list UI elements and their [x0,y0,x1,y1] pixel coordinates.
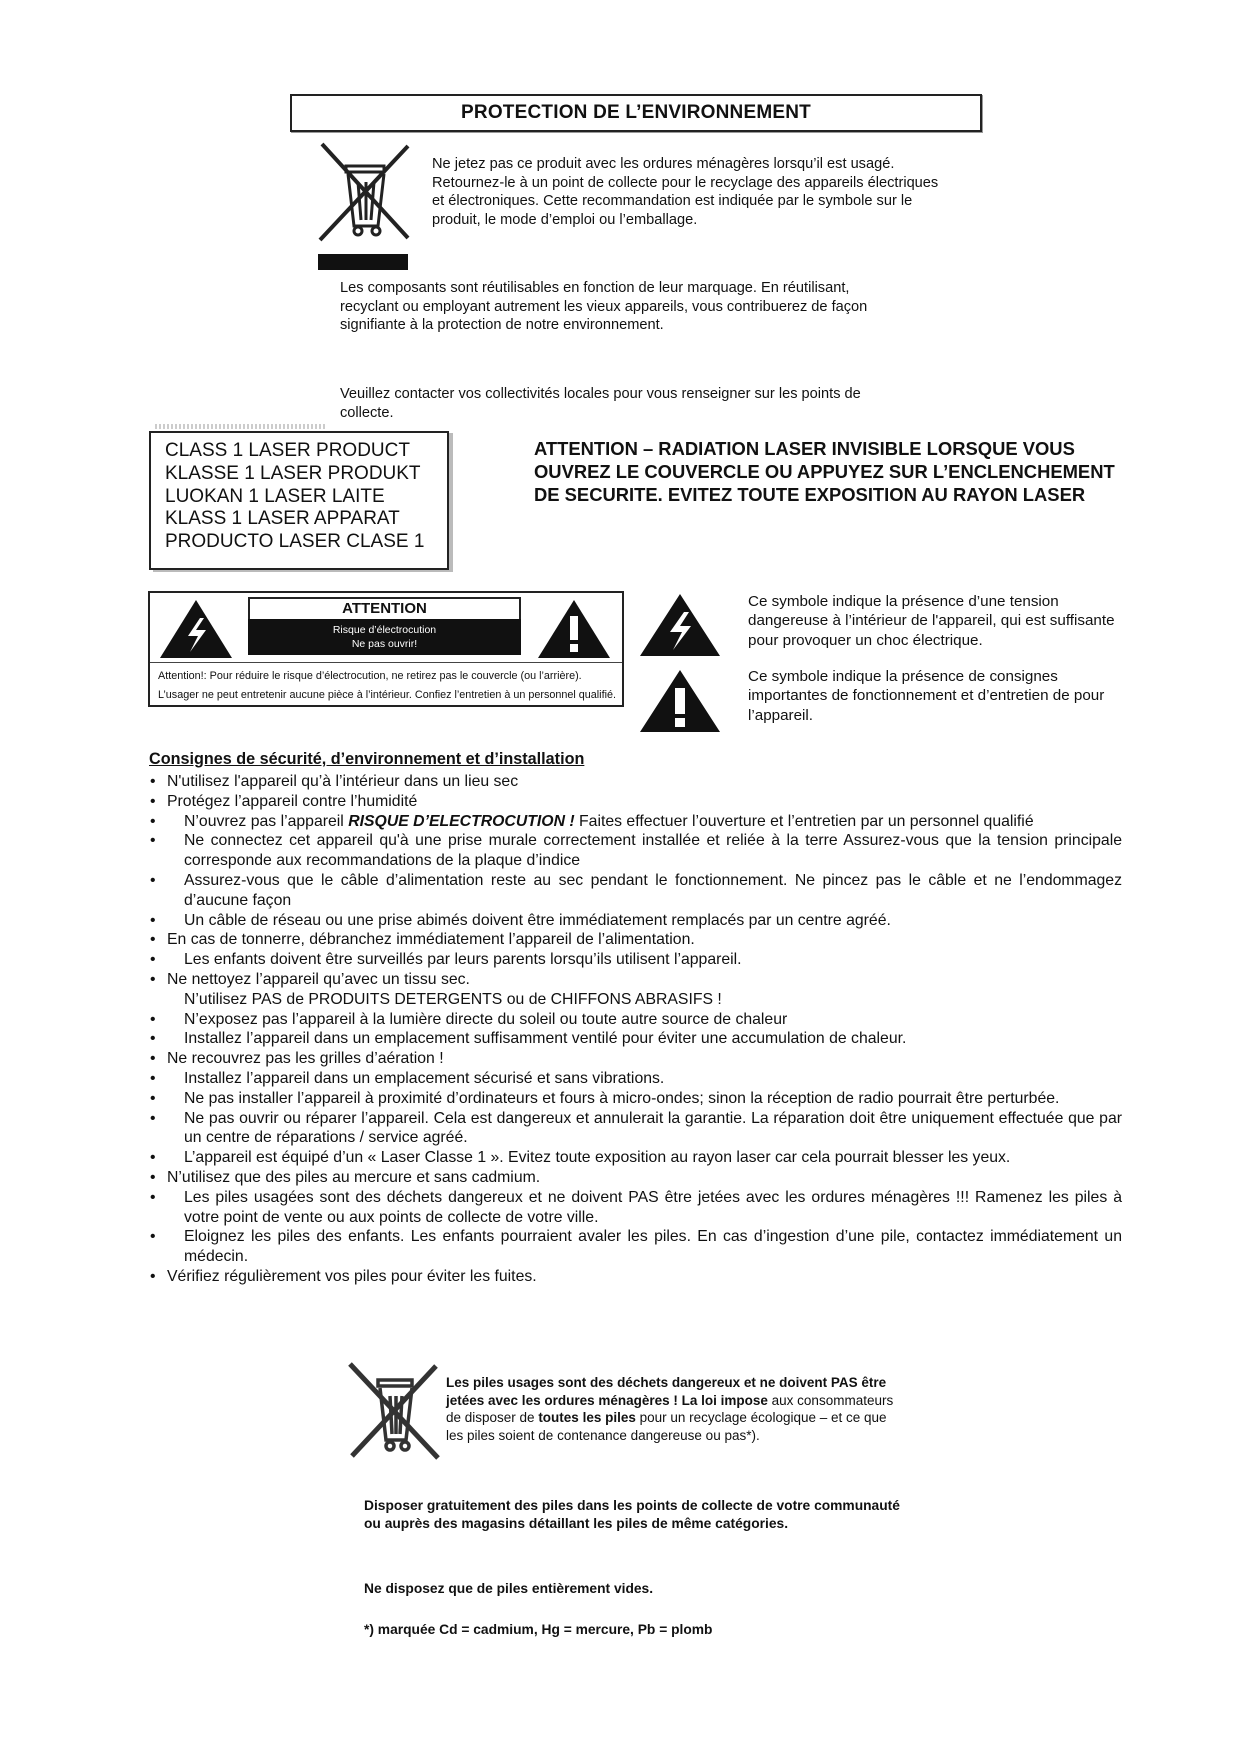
electrocution-risk-emphasis: RISQUE D’ELECTROCUTION ! [348,812,575,830]
list-item: • Ne recouvrez pas les grilles d’aération ! [149,1049,1122,1069]
laser-class-line: PRODUCTO LASER CLASE 1 [165,531,425,553]
exclamation-symbol-icon [640,670,720,732]
list-item: • N’utilisez que des piles au mercure et sans cadmium. [149,1168,1122,1188]
environment-paragraph-3: Veuillez contacter vos collectivités locales pour vous renseigner sur les points de collecte. [340,386,861,421]
list-item: N’utilisez PAS de PRODUITS DETERGENTS ou de CHIFFONS ABRASIFS ! [184,990,722,1008]
list-item: • En cas de tonnerre, débranchez immédiatement l’appareil de l’alimentation. [149,930,1122,950]
attention-label: ATTENTION [248,597,521,619]
list-item: • Ne pas ouvrir ou réparer l’appareil. Cela est dangereux et annulerait la garantie. La réparation doit être uniquement effectuée que par un centre de réparations / service agréé. [149,1109,1122,1149]
exclamation-symbol-description: Ce symbole indique la présence de consignes importantes de fonctionnement et d’entretien de pour l’appareil. [748,668,1105,724]
environment-title: PROTECTION DE L’ENVIRONNEMENT [461,102,811,123]
laser-label-strip [155,424,325,429]
battery-paragraph-3: Ne disposez que de piles entièrement vides. [364,1581,654,1596]
safety-list [149,772,1122,1287]
battery-weee-bin-icon [344,1362,444,1460]
list-item: • N’ouvrez pas l’appareil RISQUE D’ELECTROCUTION ! Faites effectuer l’ouverture et l’entretien par un personnel qualifié [149,812,1122,832]
electric-shock-symbol-icon [640,594,720,656]
laser-warning: ATTENTION – RADIATION LASER INVISIBLE LORSQUE VOUS OUVREZ LE COUVERCLE OU APPUYEZ SUR L’ENCLENCHEMENT DE SECURITE. EVITEZ TOUTE EXPOSITION AU RAYON LASER [534,438,1115,505]
environment-title-box [290,94,982,132]
list-item: • Un câble de réseau ou une prise abimés doivent être immédiatement remplacés par un centre agréé. [149,911,1122,931]
list-item: • Ne connectez cet appareil qu'à une prise murale correctement installée et reliée à la terre Assurez-vous que la tension principale corresponde aux recommandations de la plaque d’indice [149,831,1122,871]
battery-footnote: *) marquée Cd = cadmium, Hg = mercure, Pb = plomb [364,1622,713,1637]
exclamation-warning-icon [538,600,610,658]
electric-symbol-description: Ce symbole indique la présence d’une tension dangereuse à l’intérieur de l'appareil, qui est suffisante pour provoquer un choc électrique. [748,593,1115,649]
list-item: • Ne nettoyez l’appareil qu’avec un tissu sec. [149,970,1122,990]
battery-paragraph-1: Les piles usages sont des déchets dangereux et ne doivent PAS être jetées avec les ordures ménagères ! La loi impose aux consommateurs de disposer de toutes les piles pour un recyclage écologique – et ce que les piles soient de contenance dangereuse ou pas*). [446,1375,894,1443]
list-item: • L’appareil est équipé d’un « Laser Classe 1 ». Evitez toute exposition au rayon laser car cela pourrait blesser les yeux. [149,1148,1122,1168]
list-item: • Assurez-vous que le câble d’alimentation reste au sec pendant le fonctionnement. Ne pincez pas le câble et ne l’endommagez d’aucune façon [149,871,1122,911]
environment-paragraph-2: Les composants sont réutilisables en fonction de leur marquage. En réutilisant, recyclant ou employant autrement les vieux appareils, vous contribuerez de façon signifiante à la protection de notre environnement. [340,280,868,334]
laser-class-line: KLASSE 1 LASER PRODUKT [165,462,421,484]
list-item: • Protégez l’appareil contre l’humidité [149,792,1122,812]
attention-subtitle [248,619,521,655]
weee-bar [318,254,408,270]
laser-class-box [149,431,449,570]
laser-class-line: KLASS 1 LASER APPARAT [165,508,400,530]
list-item: • Eloignez les piles des enfants. Les enfants pourraient avaler les piles. En cas d’ingestion d’une pile, contactez immédiatement un médecin. [149,1227,1122,1267]
list-item: • Ne pas installer l’appareil à proximité d’ordinateurs et fours à micro-ondes; sinon la réception de radio pourrait être perturbée. [149,1089,1122,1109]
laser-class-line: CLASS 1 LASER PRODUCT [165,440,410,461]
list-item: • Installez l’appareil dans un emplacement sécurisé et sans vibrations. [149,1069,1122,1089]
list-item: • Les piles usagées sont des déchets dangereux et ne doivent PAS être jetées avec les ordures ménagères !!! Ramenez les piles à votre point de vente ou aux points de collecte de votre ville. [149,1188,1122,1228]
attention-sub-line: Ne pas ouvrir! [351,638,418,650]
laser-class-line: LUOKAN 1 LASER LAITE [165,485,385,507]
list-item: • Installez l’appareil dans un emplacement suffisamment ventilé pour éviter une accumulation de chaleur. [149,1029,1122,1049]
battery-paragraph-2: Disposer gratuitement des piles dans les points de collecte de votre communauté ou auprès des magasins détaillant les piles de même catégories. [364,1498,900,1531]
safety-heading: Consignes de sécurité, d’environnement et d’installation [149,750,585,768]
attention-divider [150,662,622,663]
list-item: • Vérifiez régulièrement vos piles pour éviter les fuites. [149,1267,1122,1287]
attention-sub-line: Risque d’électrocution [332,624,437,636]
list-item: • Les enfants doivent être surveillés par leurs parents lorsqu’ils utilisent l’appareil. [149,950,1122,970]
list-item: • N’exposez pas l’appareil à la lumière directe du soleil ou toute autre source de chaleur [149,1010,1122,1030]
list-item: • N'utilisez l'appareil qu’à l’intérieur dans un lieu sec [149,772,1122,792]
weee-bin-icon [308,138,418,243]
electric-shock-warning-icon [160,600,232,658]
environment-paragraph-1: Ne jetez pas ce produit avec les ordures ménagères lorsqu’il est usagé. Retournez-le à un point de collecte pour le recyclage des appareils électriques et électroniques. Cette recommandation est indiquée par le symbole sur le produit, le mode d’emploi ou l’emballage. [432,156,939,228]
attention-text: Attention!: Pour réduire le risque d’électrocution, ne retirez pas le couvercle (ou l’arrière). L’usager ne peut entretenir aucune pièce à l’intérieur. Confiez l’entretien à un personnel qualifié. [158,670,616,701]
